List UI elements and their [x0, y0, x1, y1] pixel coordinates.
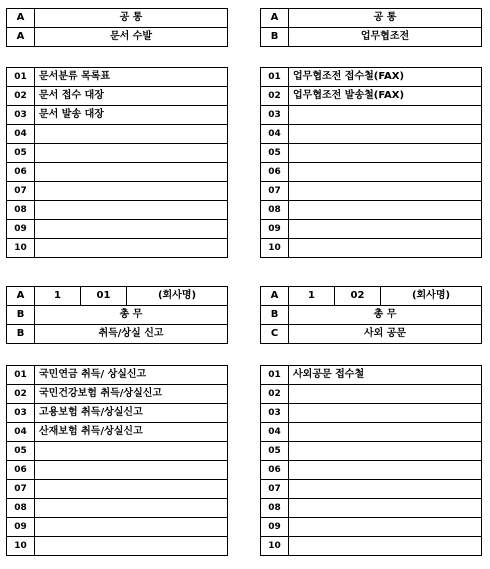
row-label — [35, 163, 228, 182]
row-label: 업무협조전 접수철(FAX) — [289, 68, 482, 87]
row-number: 04 — [261, 423, 289, 442]
table-row — [7, 239, 228, 258]
row-number: 03 — [261, 404, 289, 423]
row-number: 04 — [7, 423, 35, 442]
row-label: 국민연금 취득/ 상실신고 — [35, 366, 228, 385]
row-label — [289, 106, 482, 125]
list-table — [6, 67, 228, 258]
row-label: 문서 발송 대장 — [35, 106, 228, 125]
row-number: 07 — [261, 182, 289, 201]
table-row — [7, 385, 228, 404]
row-number: 08 — [261, 201, 289, 220]
list-table — [260, 365, 482, 556]
row-label — [289, 201, 482, 220]
row-number: 02 — [261, 87, 289, 106]
row-label — [289, 442, 482, 461]
block-common-cooperation — [260, 8, 482, 47]
table-row — [261, 461, 482, 480]
row-label — [289, 404, 482, 423]
header-code: A — [7, 9, 35, 28]
list-general-affairs-external — [260, 365, 482, 556]
row-number: 02 — [261, 385, 289, 404]
block-general-affairs-insurance — [6, 286, 228, 344]
row-label: 국민건강보험 취득/상실신고 — [35, 385, 228, 404]
row-label: 업무협조전 발송철(FAX) — [289, 87, 482, 106]
table-row — [7, 480, 228, 499]
row-number: 05 — [7, 442, 35, 461]
row-label — [289, 385, 482, 404]
table-row — [261, 163, 482, 182]
row-label — [289, 144, 482, 163]
table-row — [261, 442, 482, 461]
block-common-document — [6, 8, 228, 47]
table-row — [261, 518, 482, 537]
table-row — [7, 144, 228, 163]
row-number: 07 — [7, 480, 35, 499]
table-row — [7, 106, 228, 125]
row-number: 06 — [261, 461, 289, 480]
row-number: 10 — [7, 537, 35, 556]
row-number: 09 — [7, 220, 35, 239]
row-number: 10 — [261, 537, 289, 556]
row-number: 09 — [7, 518, 35, 537]
list-common-document — [6, 67, 228, 258]
row-number: 08 — [7, 201, 35, 220]
row-label — [35, 499, 228, 518]
row-label — [35, 442, 228, 461]
header-title: 문서 수발 — [35, 28, 228, 47]
table-row — [7, 182, 228, 201]
row-number: 03 — [7, 404, 35, 423]
row-number: 02 — [7, 385, 35, 404]
header-code: A — [261, 287, 289, 306]
header-code: B — [261, 306, 289, 325]
table-row — [261, 106, 482, 125]
row-label — [289, 537, 482, 556]
row-number: 01 — [7, 68, 35, 87]
row-label — [35, 537, 228, 556]
row-number: 07 — [7, 182, 35, 201]
row-number: 06 — [261, 163, 289, 182]
header-code: C — [261, 325, 289, 344]
header-title: 총 무 — [289, 306, 482, 325]
row-label — [35, 182, 228, 201]
row-number: 05 — [261, 144, 289, 163]
table-row — [261, 144, 482, 163]
header-code: A — [261, 9, 289, 28]
row-number: 01 — [261, 68, 289, 87]
row-label: 사외공문 접수철 — [289, 366, 482, 385]
row-label — [35, 239, 228, 258]
row-number: 01 — [7, 366, 35, 385]
row-number: 05 — [7, 144, 35, 163]
row-label — [35, 480, 228, 499]
row-number: 06 — [7, 461, 35, 480]
row-number: 04 — [7, 125, 35, 144]
header-code: A — [7, 28, 35, 47]
table-row — [261, 366, 482, 385]
list-table — [260, 67, 482, 258]
table-row — [7, 461, 228, 480]
table-row — [261, 125, 482, 144]
row-number: 10 — [261, 239, 289, 258]
header-code: B — [261, 28, 289, 47]
row-label — [35, 201, 228, 220]
row-label — [289, 423, 482, 442]
row-label — [35, 144, 228, 163]
row-label — [289, 125, 482, 144]
header-company: (회사명) — [127, 287, 228, 306]
row-label — [289, 461, 482, 480]
table-row — [261, 423, 482, 442]
header-title: 취득/상실 신고 — [35, 325, 228, 344]
header-title: 사외 공문 — [289, 325, 482, 344]
row-number: 05 — [261, 442, 289, 461]
header-number: 02 — [335, 287, 381, 306]
header-table — [260, 8, 482, 47]
list-table — [6, 365, 228, 556]
row-number: 08 — [261, 499, 289, 518]
table-row — [261, 220, 482, 239]
row-label — [289, 480, 482, 499]
row-number: 04 — [261, 125, 289, 144]
row-label — [289, 220, 482, 239]
table-row — [7, 163, 228, 182]
row-number: 09 — [261, 518, 289, 537]
row-number: 07 — [261, 480, 289, 499]
header-code: B — [7, 325, 35, 344]
table-row — [7, 220, 228, 239]
header-number: 01 — [81, 287, 127, 306]
header-table — [6, 8, 228, 47]
row-number: 03 — [261, 106, 289, 125]
row-number: 08 — [7, 499, 35, 518]
block-general-affairs-external — [260, 286, 482, 344]
table-row — [261, 239, 482, 258]
table-row — [261, 68, 482, 87]
table-row — [261, 404, 482, 423]
header-table — [6, 286, 228, 344]
table-row — [261, 87, 482, 106]
row-label: 문서 접수 대장 — [35, 87, 228, 106]
row-label — [289, 518, 482, 537]
row-label — [35, 220, 228, 239]
table-row — [7, 423, 228, 442]
row-label: 고용보험 취득/상실신고 — [35, 404, 228, 423]
row-number: 02 — [7, 87, 35, 106]
table-row — [7, 87, 228, 106]
header-code: B — [7, 306, 35, 325]
row-number: 09 — [261, 220, 289, 239]
row-label: 산재보험 취득/상실신고 — [35, 423, 228, 442]
row-number: 01 — [261, 366, 289, 385]
row-label — [289, 182, 482, 201]
row-label — [289, 239, 482, 258]
header-volume: 1 — [289, 287, 335, 306]
header-title: 공 통 — [35, 9, 228, 28]
header-title: 업무협조전 — [289, 28, 482, 47]
row-label — [35, 461, 228, 480]
table-row — [7, 499, 228, 518]
header-table — [260, 286, 482, 344]
row-label — [35, 125, 228, 144]
row-number: 03 — [7, 106, 35, 125]
row-label — [289, 163, 482, 182]
table-row — [261, 385, 482, 404]
table-row — [261, 201, 482, 220]
table-row — [7, 201, 228, 220]
row-label: 문서분류 목록표 — [35, 68, 228, 87]
table-row — [261, 499, 482, 518]
table-row — [261, 182, 482, 201]
row-number: 10 — [7, 239, 35, 258]
list-general-affairs-insurance — [6, 365, 228, 556]
table-row — [7, 404, 228, 423]
header-company: (회사명) — [381, 287, 482, 306]
table-row — [261, 480, 482, 499]
row-label — [289, 499, 482, 518]
header-title: 총 무 — [35, 306, 228, 325]
table-row — [7, 442, 228, 461]
list-common-cooperation — [260, 67, 482, 258]
row-label — [35, 518, 228, 537]
header-title: 공 통 — [289, 9, 482, 28]
row-number: 06 — [7, 163, 35, 182]
table-row — [7, 537, 228, 556]
table-row — [261, 537, 482, 556]
table-row — [7, 366, 228, 385]
table-row — [7, 518, 228, 537]
table-row — [7, 125, 228, 144]
header-volume: 1 — [35, 287, 81, 306]
table-row — [7, 68, 228, 87]
header-code: A — [7, 287, 35, 306]
